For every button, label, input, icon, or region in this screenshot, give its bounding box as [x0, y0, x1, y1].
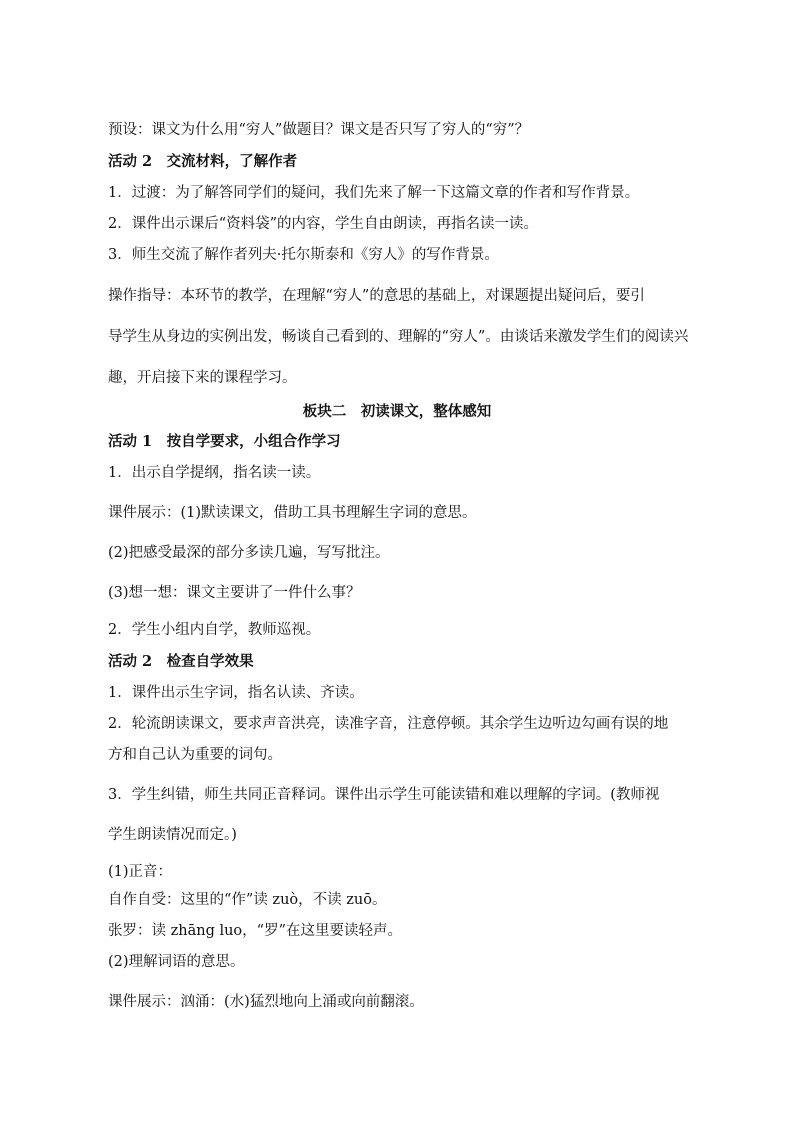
paragraph-guidance-cont: 趣，开启接下来的课程学习。 — [108, 370, 297, 386]
activity-heading: 活动 2 交流材料，了解作者 — [108, 153, 298, 170]
paragraph: (1)正音： — [108, 864, 173, 880]
paragraph: (2)理解词语的意思。 — [108, 954, 245, 970]
paragraph: 自作自受：这里的“作”读 zuò，不读 zuō。 — [108, 892, 387, 908]
activity-heading: 活动 1 按自学要求，小组合作学习 — [108, 433, 341, 450]
paragraph: 1．过渡：为了解答同学们的疑问，我们先来了解一下这篇文章的作者和写作背景。 — [108, 185, 640, 201]
paragraph: 1．出示自学提纲，指名读一读。 — [108, 465, 321, 481]
activity-heading: 活动 2 检查自学效果 — [108, 653, 254, 670]
paragraph: 课件展示：(1)默读课文，借助工具书理解生字词的意思。 — [108, 505, 477, 521]
paragraph: 3．师生交流了解作者列夫·托尔斯泰和《穷人》的写作背景。 — [108, 247, 499, 263]
paragraph-preset: 预设：课文为什么用“穷人”做题目？课文是否只写了穷人的“穷”？ — [108, 122, 530, 138]
paragraph: 2．轮流朗读课文，要求声音洪亮，读准字音，注意停顿。其余学生边听边勾画有误的地 — [108, 716, 669, 732]
paragraph-guidance: 操作指导：本环节的教学，在理解“穷人”的意思的基础上，对课题提出疑问后，要引 — [108, 288, 645, 304]
paragraph: 3．学生纠错，师生共同正音释词。课件出示学生可能读错和难以理解的字词。(教师视 — [108, 787, 660, 803]
paragraph: (3)想一想：课文主要讲了一件什么事？ — [108, 585, 361, 601]
paragraph-guidance-cont: 导学生从身边的实例出发，畅谈自己看到的、理解的“穷人”。由谈话来激发学生们的阅读兴 — [108, 329, 689, 345]
paragraph: 2．学生小组内自学，教师巡视。 — [108, 622, 321, 638]
paragraph: (2)把感受最深的部分多读几遍，写写批注。 — [108, 545, 390, 561]
paragraph-cont: 方和自己认为重要的词句。 — [108, 747, 282, 763]
paragraph: 1．课件出示生字词，指名认读、齐读。 — [108, 685, 364, 701]
paragraph: 张罗：读 zhāng luo，“罗”在这里要读轻声。 — [108, 923, 402, 939]
paragraph: 2．课件出示课后“资料袋”的内容，学生自由朗读，再指名读一读。 — [108, 216, 539, 232]
paragraph: 课件展示：汹涌：(水)猛烈地向上涌或向前翻滚。 — [108, 994, 424, 1010]
paragraph-cont: 学生朗读情况而定。) — [108, 827, 237, 843]
section-heading: 板块二 初读课文，整体感知 — [302, 403, 492, 420]
